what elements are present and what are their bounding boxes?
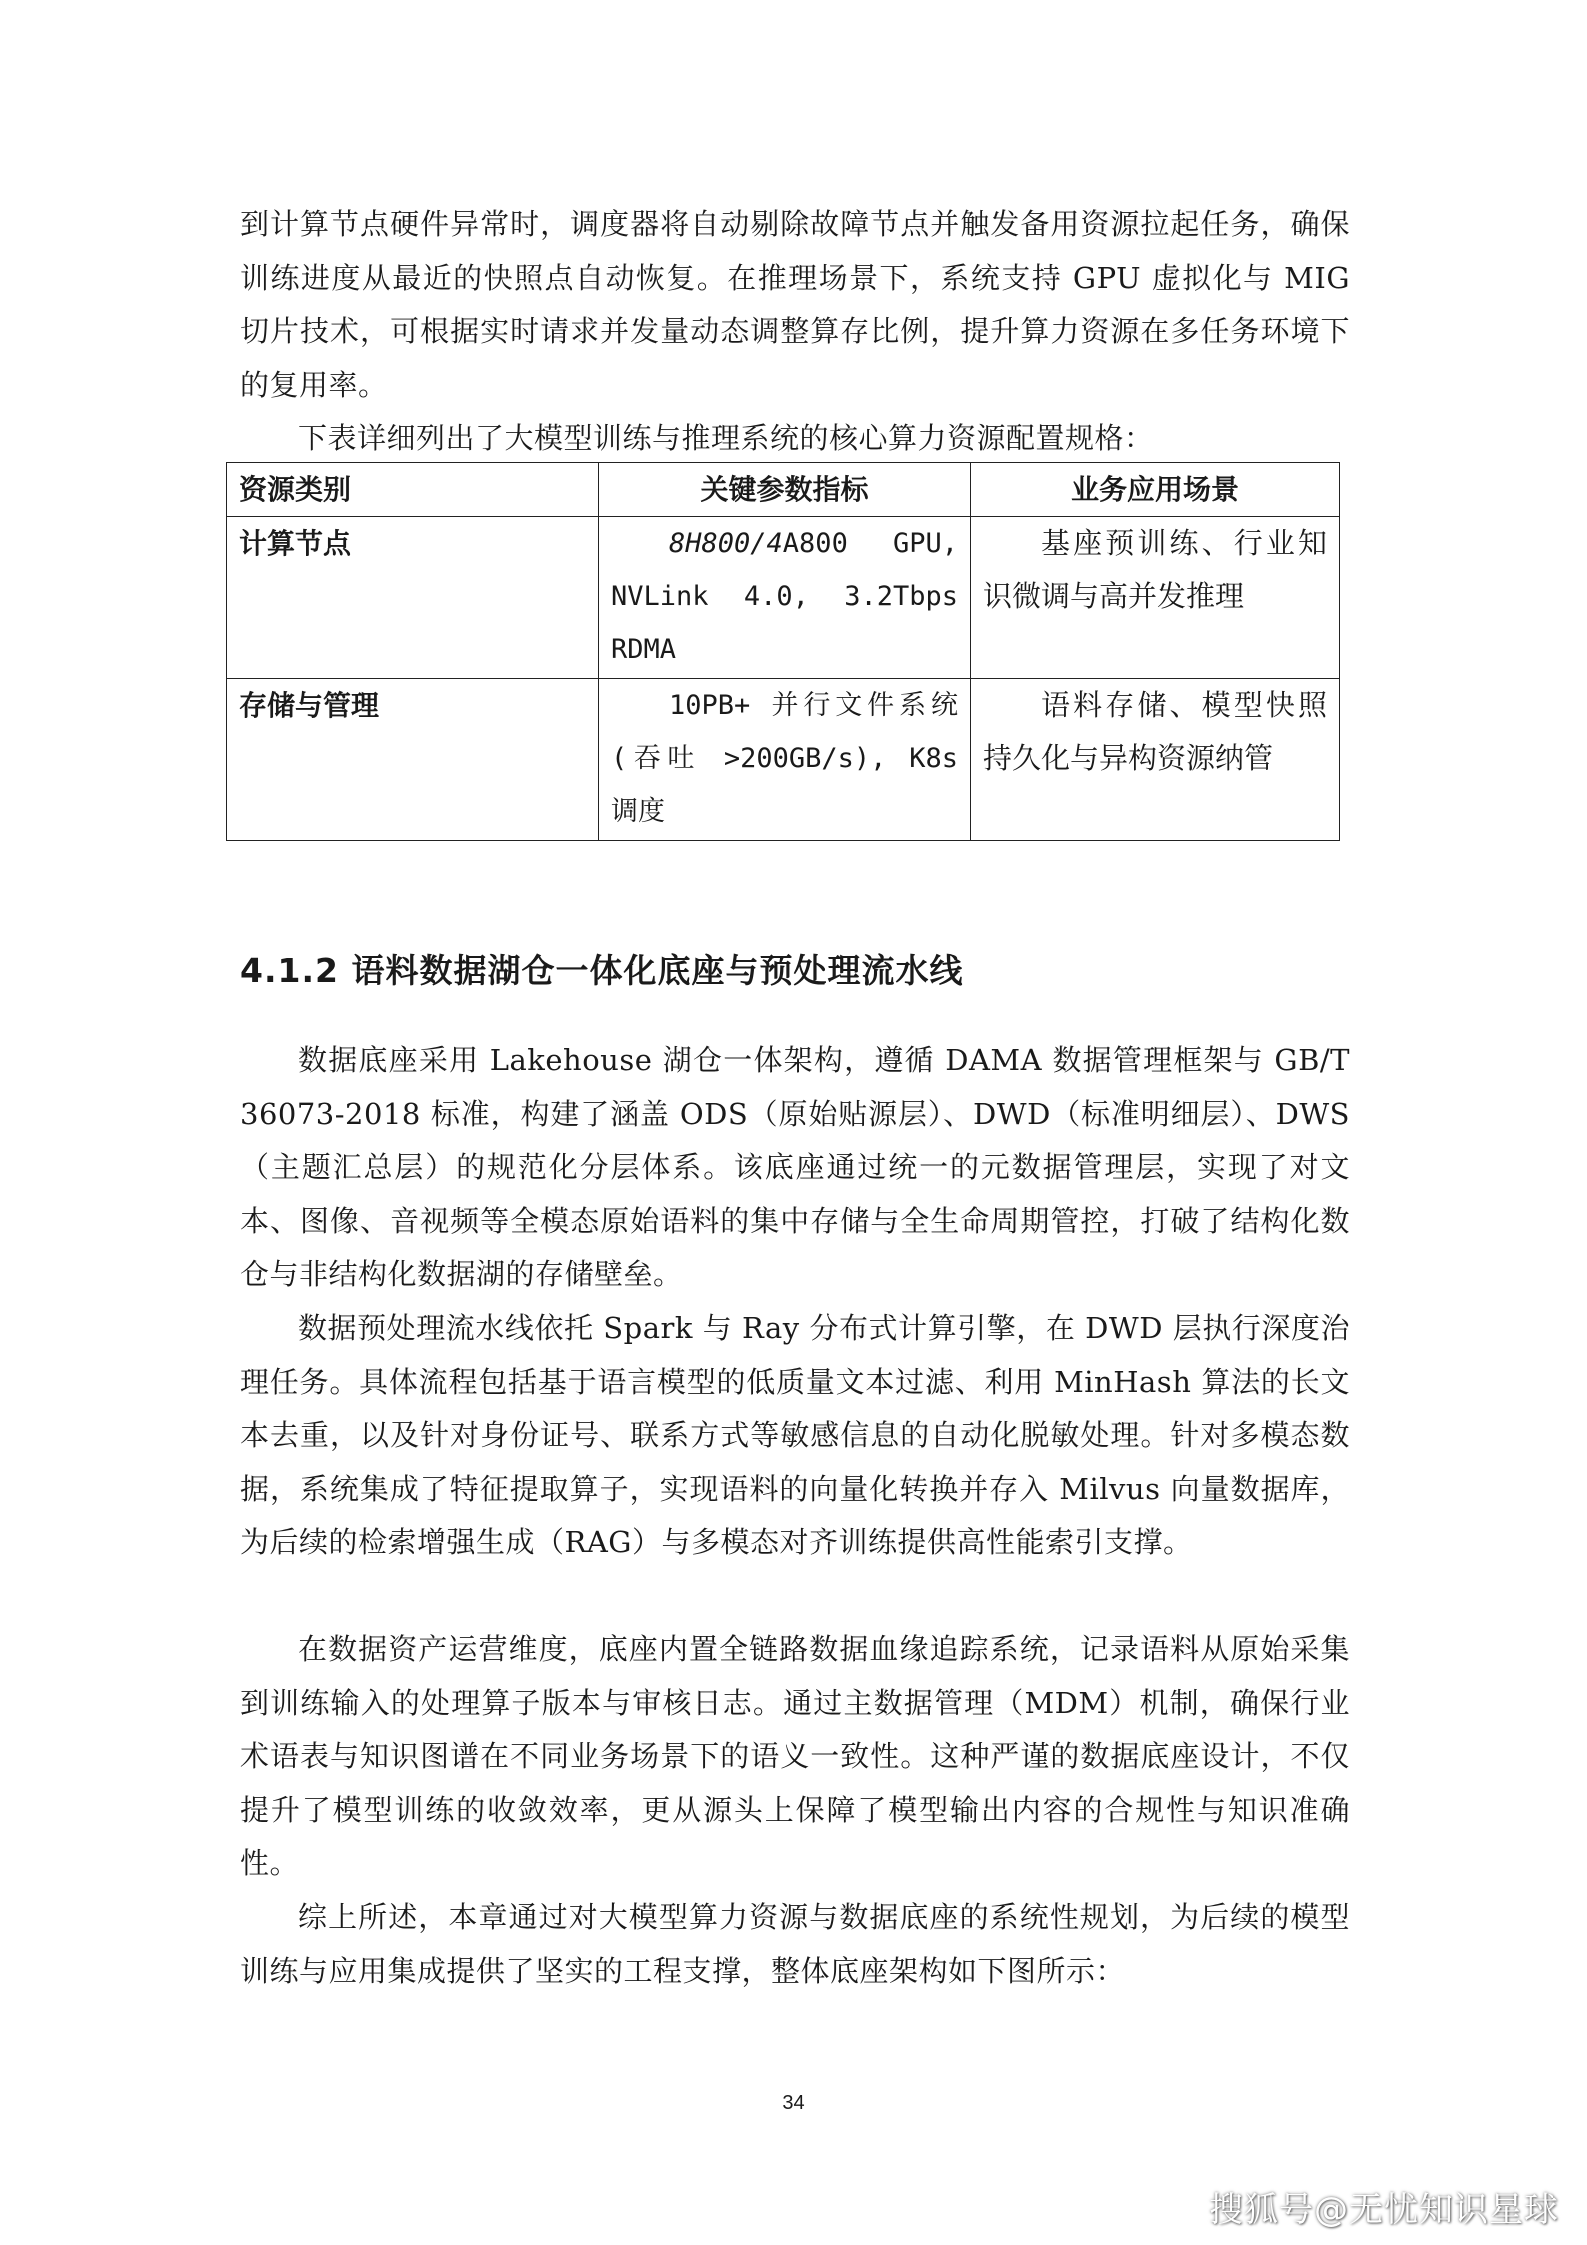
watermark: 搜狐号@无忧知识星球 xyxy=(1209,2190,1559,2230)
table-row xyxy=(227,517,1340,679)
table-intro-paragraph: 下表详细列出了大模型训练与推理系统的核心算力资源配置规格： xyxy=(298,421,1154,455)
row-category-storage: 存储与管理 xyxy=(227,679,599,841)
paragraph-continuation: 到计算节点硬件异常时，调度器将自动剔除故障节点并触发备用资源拉起任务，确保训练进度从最近的快照点自动恢复。在推理场景下，系统支持 GPU 虚拟化与 MIG 切片技术，可根据实时请求并发量动态调整算存比例，提升算力资源在多任务环境下的复用率。 xyxy=(240,207,1350,402)
section-heading: 4.1.2 语料数据湖仓一体化底座与预处理流水线 xyxy=(240,951,964,990)
spec-rest-part: A800 GPU, NVLink 4.0, 3.2Tbps RDMA xyxy=(611,528,958,665)
row-spec-storage: 10PB+ 并行文件系统 (吞吐 >200GB/s), K8s 调度 xyxy=(599,679,971,841)
table-header-row xyxy=(227,463,1340,517)
row-scenario-storage: 语料存储、模型快照持久化与异构资源纳管 xyxy=(971,679,1340,841)
section-paragraph-1: 数据底座采用 Lakehouse 湖仓一体架构，遵循 DAMA 数据管理框架与 GB/T 36073-2018 标准，构建了涵盖 ODS（原始贴源层）、DWD（标准明细层）、DWS（主题汇总层）的规范化分层体系。该底座通过统一的元数据管理层，实现了对文本、图像、音视频等全模态原始语料的集中存储与全生命周期管控，打破了结构化数仓与非结构化数据湖的存储壁垒。 xyxy=(240,1043,1350,1291)
resource-spec-table xyxy=(226,462,1340,841)
header-business-scenario: 业务应用场景 xyxy=(971,463,1340,517)
header-key-parameters: 关键参数指标 xyxy=(599,463,971,517)
header-resource-category: 资源类别 xyxy=(227,463,599,517)
row-spec-compute xyxy=(599,517,971,679)
page-number: 34 xyxy=(782,2092,805,2114)
table-row xyxy=(227,679,1340,841)
row-category-compute: 计算节点 xyxy=(227,517,599,679)
row-scenario-compute: 基座预训练、行业知识微调与高并发推理 xyxy=(971,517,1340,679)
section-paragraph-3: 在数据资产运营维度，底座内置全链路数据血缘追踪系统，记录语料从原始采集到训练输入的处理算子版本与审核日志。通过主数据管理（MDM）机制，确保行业术语表与知识图谱在不同业务场景下的语义一致性。这种严谨的数据底座设计，不仅提升了模型训练的收敛效率，更从源头上保障了模型输出内容的合规性与知识准确性。 xyxy=(240,1632,1350,1880)
spec-italic-part: 8H800/4 xyxy=(669,528,783,559)
section-paragraph-2: 数据预处理流水线依托 Spark 与 Ray 分布式计算引擎，在 DWD 层执行深度治理任务。具体流程包括基于语言模型的低质量文本过滤、利用 MinHash 算法的长文本去重，以及针对身份证号、联系方式等敏感信息的自动化脱敏处理。针对多模态数据，系统集成了特征提取算子，实现语料的向量化转换并存入 Milvus 向量数据库，为后续的检索增强生成（RAG）与多模态对齐训练提供高性能索引支撑。 xyxy=(240,1311,1350,1559)
section-paragraph-4: 综上所述，本章通过对大模型算力资源与数据底座的系统性规划，为后续的模型训练与应用集成提供了坚实的工程支撑，整体底座架构如下图所示： xyxy=(240,1900,1350,1988)
